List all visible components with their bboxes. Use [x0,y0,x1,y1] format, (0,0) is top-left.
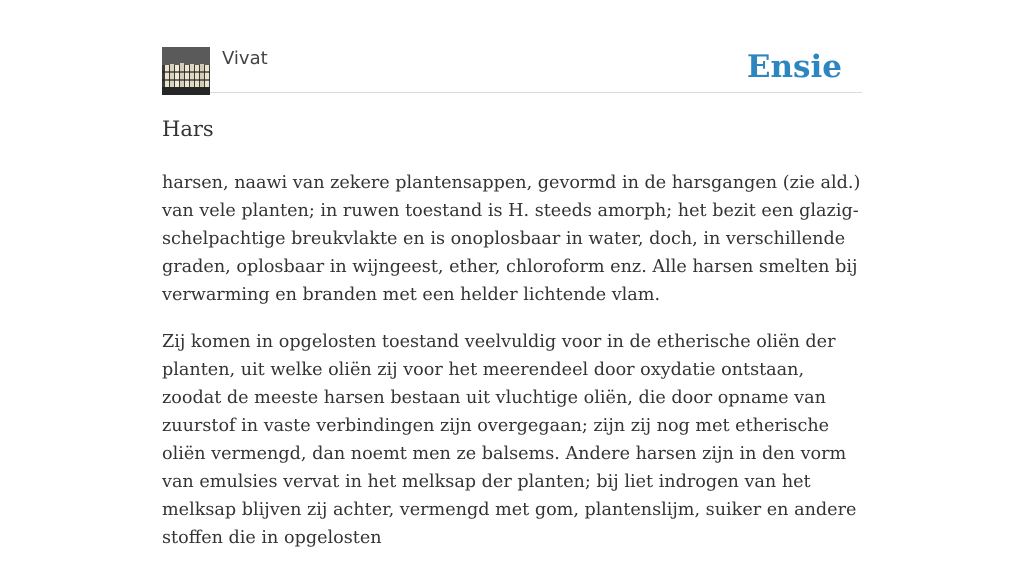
page-title: Hars [162,117,214,141]
header [162,46,862,93]
source-avatar[interactable] [162,47,210,95]
book-spines-icon [162,47,210,95]
brand-logo[interactable]: Ensie [746,49,842,85]
article-body [162,169,862,571]
source-name[interactable]: Vivat [222,48,268,69]
paragraph: Zij komen in opgelosten toestand veelvuldig voor in de etherische oliën der planten, uit welke oliën zij voor het meerendeel door oxydatie ontstaan, zoodat de meeste harsen bestaan uit vluchtige oliën, die door opname van zuurstof in vaste verbindingen zijn overgegaan; zijn zij nog met etherische oliën vermengd, dan noemt men ze balsems. Andere harsen zijn in den vorm van emulsies vervat in het melksap der planten; bij liet indrogen van het melksap blijven zij achter, vermengd met gom, plantenslijm, suiker en andere stoffen die in opgelosten [162,332,857,548]
paragraph: harsen, naawi van zekere plantensappen, gevormd in de harsgangen (zie ald.) van vele planten; in ruwen toestand is H. steeds amorph; het bezit een glazig-schelpachtige breukvlakte en is onoplosbaar in water, doch, in verschillende graden, oplosbaar in wijngeest, ether, chloroform enz. Alle harsen smelten bij verwarming en branden met een helder lichtende vlam. [162,173,861,305]
page [162,0,862,548]
